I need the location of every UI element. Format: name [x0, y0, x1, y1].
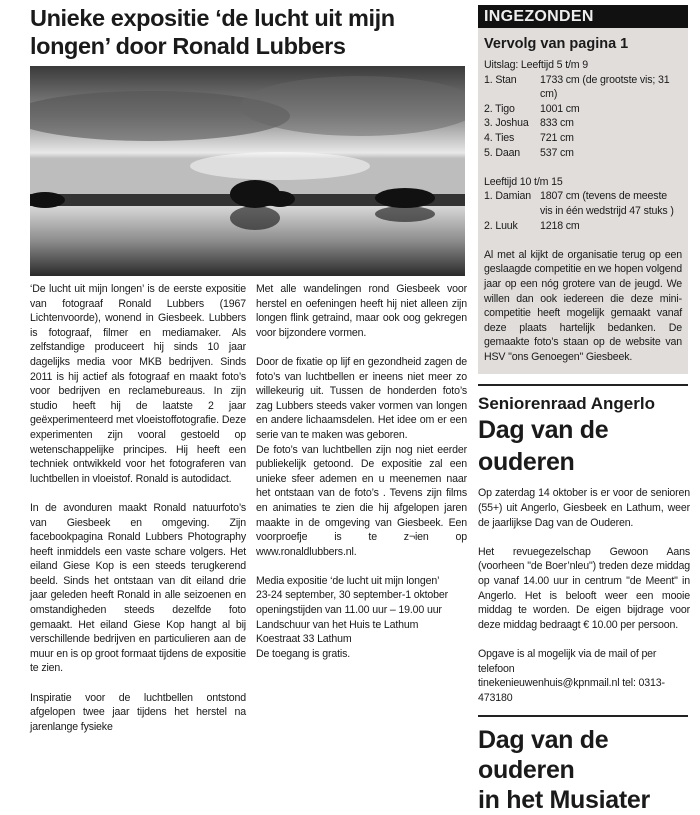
info-line: 23-24 september, 30 september-1 oktober	[256, 589, 449, 602]
info-line: Media expositie ‘de lucht uit mijn longen’	[256, 574, 440, 587]
article-column-1	[30, 282, 246, 734]
article-kicker: Seniorenraad Angerlo	[478, 394, 655, 414]
article-paragraph: Op zaterdag 14 oktober is er voor de senioren (55+) uit Angerlo, Giesbeek en Lathum, weer de jaarlijkse Dag van de Ouderen.	[478, 487, 690, 529]
right-column	[478, 5, 690, 815]
contact-line: Opgave is al mogelijk via de mail of per telefoon	[478, 648, 657, 675]
result-row	[484, 102, 682, 117]
section-header: INGEZONDEN	[478, 5, 688, 28]
article-paragraph: ‘De lucht uit mijn longen’ is de eerste expositie van fotograaf Ronald Lubbers (1967 Lichtenvoorde), wonend in Giesbeek. Lubbers is fotograaf, filmer en mediamaker. Als zelfstandige produceert hij sinds 10 jaar dagelijks media voor MKB bedrijven. Sinds 2011 is hij actief als fotograaf en maakt foto’s voor bedrijven en reclamebureaus. In zijn studio heeft hij de laatste 2 jaar geëxperimenteerd met vloeistoffotografie. Deze experimenten zijn vooral gestoeld op wetenschappelijke principes. Hij heeft een techniek ontwikkeld voor het fotograferen van luchtbellen in vloeistof. Ronald is autodidact.	[30, 283, 246, 485]
article-photo-landscape	[30, 66, 465, 276]
result-name: 2. Tigo	[484, 102, 515, 115]
result-name: 5. Daan	[484, 146, 521, 159]
result-name: 1. Stan	[484, 73, 517, 86]
result-row	[484, 219, 682, 234]
result-name: 2. Luuk	[484, 219, 518, 232]
divider	[478, 384, 688, 386]
article-paragraph: De foto’s van luchtbellen zijn nog niet eerder publiekelijk getoond. De expositie zal een unieke sfeer ademen en u meenemen naar het ontstaan van de foto’s . Tevens zijn films en animaties te zien die hij afgelopen jaren maakte in de omgeving van Giesbeek. Een voorproefje is te z¬ien op www.ronaldlubbers.nl.	[256, 443, 467, 558]
article-column-2	[256, 282, 467, 734]
result-row	[484, 189, 682, 218]
article-paragraph: Inspiratie voor de luchtbellen ontstond afgelopen twee jaar tijdens het herstel na jarenlange fysieke	[30, 691, 246, 733]
result-score: 1218 cm	[540, 219, 580, 232]
article-headline: Dag van de ouderen	[478, 416, 609, 477]
result-row	[484, 146, 682, 161]
article-title: Unieke expositie ‘de lucht uit mijn longen’ door Ronald Lubbers	[30, 5, 395, 59]
section-subtitle: Vervolg van pagina 1	[484, 36, 629, 52]
result-name: 3. Joshua	[484, 117, 529, 130]
article-paragraph: Met alle wandelingen rond Giesbeek voor herstel en oefeningen heeft hij niet alleen zijn longen flink getraind, maar ook oog gekregen voor bijzondere vormen.	[256, 283, 467, 339]
result-row	[484, 116, 682, 131]
result-score: 1001 cm	[540, 102, 580, 115]
exhibition-info	[256, 574, 467, 662]
result-row	[484, 73, 682, 102]
divider	[478, 715, 688, 717]
result-score: 721 cm	[540, 131, 574, 144]
next-article-headline	[478, 725, 690, 815]
result-name: 1. Damian	[484, 190, 531, 203]
main-article	[30, 4, 467, 734]
article-paragraph: Het revuegezelschap Gewoon Aans (voorheen "de Boer’nleu") treden deze middag op vanaf 14.00 uur in centrum "de Meent" in Angerlo. Het is belooft weer een mooie middag te worden. De eigen bijdrage voor deze middag bedraagt € 10.00 per persoon.	[478, 545, 690, 631]
info-line: Landschuur van het Huis te Lathum	[256, 618, 419, 631]
result-name: 4. Ties	[484, 131, 515, 144]
seniorenraad-article	[478, 394, 690, 705]
closing-paragraph: Al met al kijkt de organisatie terug op een geslaagde competitie en we hopen volgend jaar op een nóg grotere van de jeugd. We willen dan ook iedereen die deze mini-competitie heeft mogelijk gemaakt vanaf deze plaats hartelijk bedanken. De gemaakte foto’s staan op de website van HSV "ons Genoegen" Giesbeek.	[484, 248, 682, 363]
headline-line: Dag van de ouderen	[478, 726, 609, 785]
ingezonden-box	[478, 5, 688, 374]
result-score: 833 cm	[540, 117, 574, 130]
info-line: Koestraat 33 Lathum	[256, 633, 352, 646]
results-label: Uitslag: Leeftijd 5 t/m 9	[484, 59, 589, 71]
info-line: openingstijden van 11.00 uur – 19.00 uur	[256, 604, 442, 617]
result-row	[484, 131, 682, 146]
article-paragraph: Door de fixatie op lijf en gezondheid zagen de foto’s van luchtbellen er ineens niet meer zo willekeurig uit. Tussen de honderden foto’s zag Lubbers steeds vaker vormen van longen en andere lichaamsdelen. Het idee om er een serie van te maken was geboren.	[256, 355, 467, 441]
contact-email-phone: tinekenieuwenhuis@kpnmail.nl tel: 0313-473180	[478, 677, 665, 704]
results-label: Leeftijd 10 t/m 15	[484, 175, 563, 188]
article-columns	[30, 282, 467, 734]
result-score: 1807 cm (tevens de meeste vis in één wedstrijd 47 stuks )	[540, 190, 674, 217]
result-score: 537 cm	[540, 146, 574, 159]
article-paragraph: In de avonduren maakt Ronald natuurfoto’s van Giesbeek en omgeving. Zijn facebookpagina Ronald Lubbers Photography heeft inmiddels een vaste schare volgers. Het eiland Giese Kop is een steeds terugkerend beeld. Sinds het ontstaan van dit eiland drie jaar geleden heeft Ronald in alle seizoenen en omstandigheden steeds dezelfde foto gemaakt. Het eiland Giese Kop hangt al bij verschillende bedrijven en particulieren aan de muur en is op groot formaat tijdens de expositie te zien.	[30, 501, 246, 675]
headline-line: in het Musiater	[478, 786, 650, 815]
info-line: De toegang is gratis.	[256, 647, 351, 660]
result-score: 1733 cm (de grootste vis; 31 cm)	[540, 73, 670, 101]
